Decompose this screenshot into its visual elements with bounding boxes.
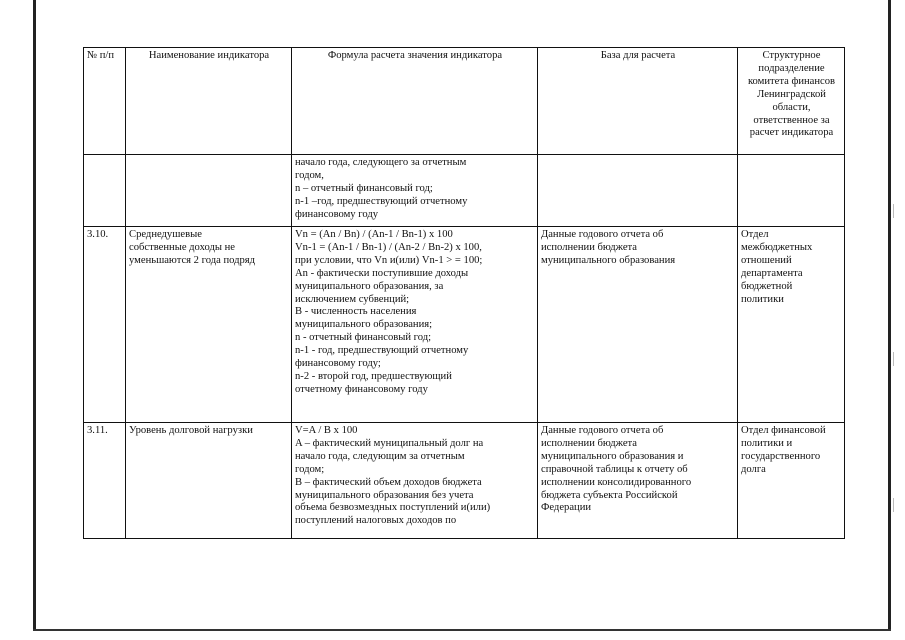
- text-line: государственного: [741, 450, 821, 462]
- text-line: поступлений налоговых доходов по: [295, 515, 457, 527]
- text-line: Федерации: [541, 502, 592, 514]
- text-line: политики: [741, 293, 784, 305]
- text-line: области,: [772, 101, 811, 113]
- text-line: V=A / B x 100: [295, 425, 358, 436]
- text-line: Данные годового отчета об: [541, 425, 664, 436]
- text-line: исполнении бюджета: [541, 437, 638, 449]
- text-line: Данные годового отчета об: [541, 229, 664, 240]
- header-indicator-name: Наименование индикатора: [126, 48, 292, 155]
- text-line: ответственное за: [753, 114, 830, 126]
- indicators-table: [83, 47, 845, 539]
- text-line: Отдел финансовой: [741, 425, 826, 436]
- text-line: Среднедушевые: [129, 229, 202, 240]
- table-header-row: [84, 48, 845, 155]
- text-line: Структурное: [762, 50, 821, 61]
- text-line: начало года, следующим за отчетным: [295, 450, 465, 462]
- text-line: годом;: [295, 463, 325, 475]
- text-line: муниципального образования и: [541, 450, 684, 462]
- cell-indicator-name: [126, 423, 292, 539]
- text-line: расчет индикатора: [749, 127, 834, 139]
- cell-formula: [292, 423, 538, 539]
- text-line: финансовому году: [295, 208, 379, 220]
- cell-indicator-name: [126, 227, 292, 423]
- text-line: комитета финансов: [747, 75, 836, 87]
- cell-number: 3.10.: [84, 227, 126, 423]
- text-line: департамента: [741, 267, 803, 279]
- text-line: муниципального образования без учета: [295, 489, 474, 501]
- text-line: An - фактически поступившие доходы: [295, 267, 469, 279]
- cell-number: 3.11.: [84, 423, 126, 539]
- text-line: B - численность населения: [295, 306, 417, 318]
- cell-base: [538, 423, 738, 539]
- text-line: муниципального образования;: [295, 319, 433, 331]
- text-line: n - отчетный финансовый год;: [295, 332, 432, 344]
- cell-department: [738, 155, 845, 227]
- text-line: межбюджетных: [741, 241, 813, 253]
- header-formula: Формула расчета значения индикатора: [292, 48, 538, 155]
- text-line: уменьшаются 2 года подряд: [129, 254, 256, 266]
- text-line: финансовому году;: [295, 358, 381, 370]
- text-line: B – фактический объем доходов бюджета: [295, 476, 482, 488]
- table-row: [84, 155, 845, 227]
- text-line: A – фактический муниципальный долг на: [295, 437, 484, 449]
- text-line: n-2 - второй год, предшествующий: [295, 370, 452, 382]
- cell-department: [738, 227, 845, 423]
- text-line: Vn = (An / Bn) / (An-1 / Bn-1) x 100: [295, 229, 453, 240]
- text-line: n-1 - год, предшествующий отчетному: [295, 345, 469, 357]
- text-line: отношений: [741, 254, 792, 266]
- text-line: Уровень долговой нагрузки: [129, 425, 253, 436]
- cell-base: [538, 227, 738, 423]
- header-number: № п/п: [84, 48, 126, 155]
- text-line: справочной таблицы к отчету об: [541, 463, 688, 475]
- text-line: Отдел: [741, 229, 769, 240]
- table-row: [84, 423, 845, 539]
- text-line: Ленинградской: [757, 88, 826, 100]
- page-border-left: [33, 0, 36, 631]
- header-department: [738, 48, 845, 155]
- text-line: n – отчетный финансовый год;: [295, 182, 433, 194]
- scan-edge-mark: [893, 204, 894, 218]
- text-line: муниципального образования: [541, 254, 676, 266]
- text-line: отчетному финансовому году: [295, 383, 428, 395]
- text-line: годом,: [295, 169, 324, 181]
- cell-department: [738, 423, 845, 539]
- text-line: исключением субвенций;: [295, 293, 410, 305]
- text-line: долга: [741, 463, 766, 475]
- text-line: исполнении бюджета: [541, 241, 638, 253]
- text-line: при условии, что Vn и(или) Vn-1 > = 100;: [295, 254, 483, 266]
- cell-formula: [292, 227, 538, 423]
- cell-number: [84, 155, 126, 227]
- cell-indicator-name: [126, 155, 292, 227]
- text-line: политики и: [741, 437, 793, 449]
- text-line: n-1 –год, предшествующий отчетному: [295, 195, 468, 207]
- text-line: Vn-1 = (An-1 / Bn-1) / (An-2 / Bn-2) x 100,: [295, 241, 482, 253]
- text-line: бюджетной: [741, 280, 793, 292]
- text-line: начало года, следующего за отчетным: [295, 157, 467, 168]
- header-base: База для расчета: [538, 48, 738, 155]
- text-line: объема безвозмездных поступлений и(или): [295, 502, 491, 514]
- table-row: [84, 227, 845, 423]
- scan-edge-mark: [893, 498, 894, 512]
- text-line: собственные доходы не: [129, 241, 236, 253]
- cell-formula: [292, 155, 538, 227]
- text-line: исполнении консолидированного: [541, 476, 692, 488]
- page-border-bottom: [33, 629, 891, 631]
- text-line: муниципального образования, за: [295, 280, 444, 292]
- scan-edge-mark: [893, 352, 894, 366]
- text-line: бюджета субъекта Российской: [541, 489, 678, 501]
- page-border-right: [888, 0, 891, 631]
- cell-base: [538, 155, 738, 227]
- text-line: подразделение: [758, 62, 825, 74]
